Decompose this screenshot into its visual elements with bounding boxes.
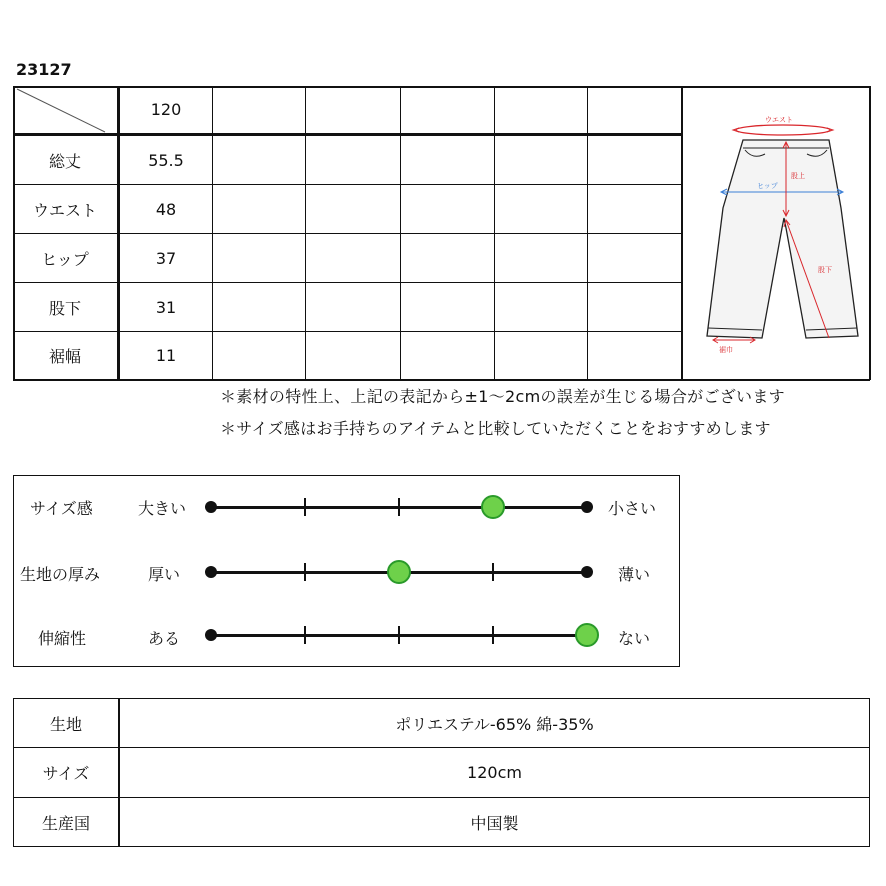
track-tick [398,498,400,516]
info-value: ポリエステル-65% 綿-35% [395,714,594,734]
track-start-dot [205,501,217,513]
row-value: 55.5 [148,150,184,170]
feel-marker [481,495,505,519]
info-value: 120cm [467,763,522,782]
track-tick [304,498,306,516]
feel-right-label: ない [618,629,651,648]
feel-marker [575,623,599,647]
info-table [13,698,870,847]
size-table [13,86,870,380]
row-label: ヒップ [41,249,89,269]
row-value: 37 [155,248,177,268]
info-label: 生産国 [41,813,90,833]
row-value: 48 [155,199,177,219]
feel-left-label: ある [148,629,181,648]
feel-right-label: 薄い [618,565,651,584]
feel-left-label: 大きい [138,499,187,518]
feel-right-label: 小さい [608,499,657,518]
track-start-dot [205,566,217,578]
feel-label: サイズ感 [30,499,93,518]
waist-ellipse [736,125,830,135]
feel-label: 伸縮性 [38,629,87,648]
row-value: 31 [155,297,177,317]
track-end-dot [581,566,593,578]
track-tick [304,626,306,644]
row-label: ウエスト [32,200,97,220]
info-label: サイズ [42,764,90,783]
info-label: 生地 [49,714,82,734]
note-compare: ＊サイズ感はお手持ちのアイテムと比較していただくことをおすすめします [220,419,771,438]
track-tick [492,626,494,644]
row-label: 裾幅 [48,347,81,366]
track-tick [398,626,400,644]
size-header: 120 [150,100,182,119]
inseam-label: 股下 [818,266,832,274]
waist-label: ウエスト [765,116,793,124]
row-value: 11 [155,346,177,365]
hip-label: ヒップ [757,182,778,190]
row-label: 総丈 [48,151,81,171]
rise-label: 股上 [791,172,805,180]
hem-label: 裾巾 [719,346,733,354]
track-start-dot [205,629,217,641]
header-diagonal [13,86,117,134]
feel-marker [387,560,411,584]
feel-panel [13,475,680,667]
note-tolerance: ＊素材の特性上、上記の表記から±1〜2cmの誤差が生じる場合がございます [220,387,785,406]
feel-label: 生地の厚み [20,565,101,584]
info-value: 中国製 [470,813,519,833]
pants-diagram [683,88,869,378]
track-tick [492,563,494,581]
product-code: 23127 [16,60,72,79]
track-tick [304,563,306,581]
feel-left-label: 厚い [148,565,181,584]
row-label: 股下 [48,298,81,318]
track-end-dot [581,501,593,513]
pants-outline [707,140,858,338]
